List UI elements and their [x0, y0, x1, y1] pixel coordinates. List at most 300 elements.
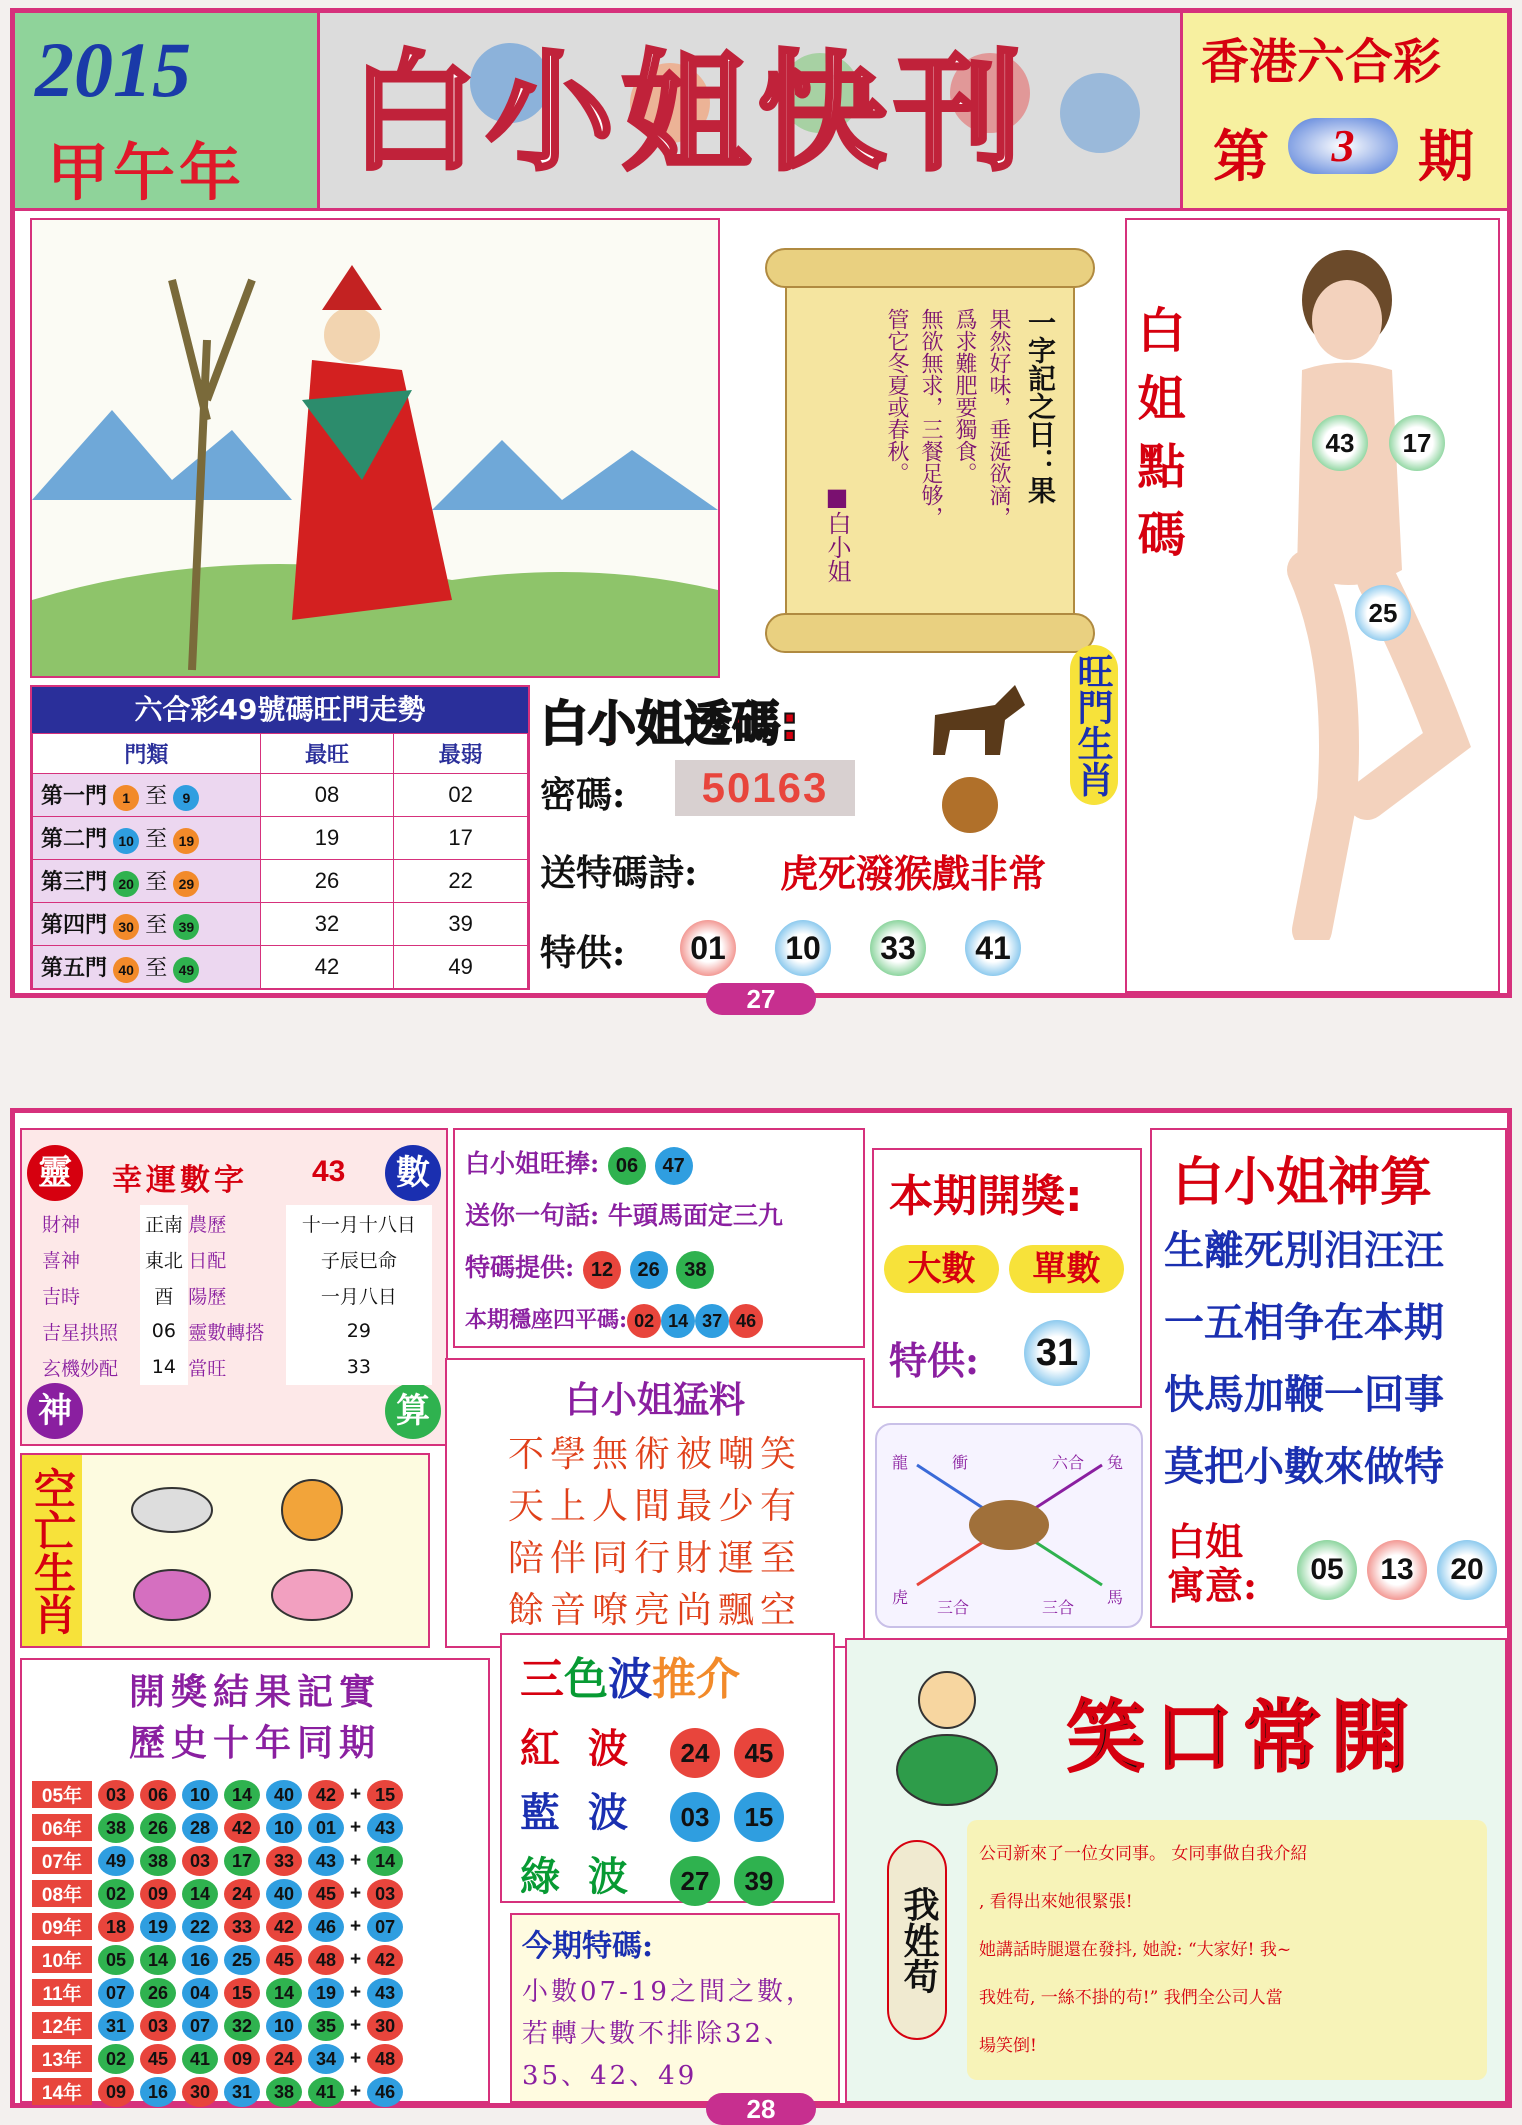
- history-rows: [22, 1778, 488, 2108]
- mengliao-line: 天上人間最少有: [507, 1486, 802, 1527]
- history-ball: 38: [140, 1846, 176, 1876]
- to-ball: 9: [173, 785, 199, 811]
- min-cell: 02: [394, 774, 528, 817]
- kaijiang-tg-label: 特供:: [889, 1338, 980, 1383]
- yu-label: 白姐寓意:: [1167, 1519, 1258, 1608]
- poem-line: 無欲無求，三餐足够，: [918, 308, 943, 528]
- door-table: [32, 733, 528, 989]
- title-panel: [320, 13, 1180, 211]
- history-special-ball: 03: [367, 1879, 403, 1909]
- history-ball: 09: [140, 1879, 176, 1909]
- to-ball: 19: [173, 828, 199, 854]
- poem-sign: ■白小姐: [823, 483, 851, 583]
- history-ball: 14: [224, 1780, 260, 1810]
- history-ball: 16: [182, 1945, 218, 1975]
- history-row: [32, 1844, 488, 1877]
- history-ball: 18: [98, 1912, 134, 1942]
- history-ball: 26: [140, 1813, 176, 1843]
- poem-heading: 一字記之日：果: [1024, 308, 1057, 504]
- cell: 06: [140, 1313, 189, 1349]
- info-line: [465, 1294, 853, 1346]
- zodiac-arrows-icon: [877, 1425, 1141, 1626]
- sanse-ball: 45: [734, 1728, 784, 1778]
- plus-sign: +: [350, 1981, 362, 2003]
- zodiac-animals-icon: [112, 1470, 412, 1635]
- history-ball: 40: [266, 1879, 302, 1909]
- sanse-ball: 03: [670, 1792, 720, 1842]
- history-ball: 30: [182, 2077, 218, 2107]
- corner-shu: 數: [385, 1145, 441, 1201]
- cell: 財神: [42, 1213, 81, 1236]
- joke-line: 公司新來了一位女同事。 女同事做自我介紹: [979, 1844, 1308, 1864]
- poem-lines: [879, 308, 1015, 528]
- history-special-ball: 46: [367, 2077, 403, 2107]
- history-ball: 14: [266, 1978, 302, 2008]
- from-ball: 30: [113, 914, 139, 940]
- history-special-ball: 42: [367, 1945, 403, 1975]
- tou-title: 白小姐透碼:: [540, 696, 800, 752]
- history-special-ball: 15: [367, 1780, 403, 1810]
- history-special-ball: 30: [367, 2011, 403, 2041]
- info-ball: 02: [627, 1304, 661, 1338]
- zodiac-label: 兔: [1107, 1453, 1124, 1472]
- history-ball: 41: [182, 2044, 218, 2074]
- poem-line: 管它冬夏或春秋。: [884, 308, 909, 484]
- history-ball: 42: [224, 1813, 260, 1843]
- joke-text: [967, 1820, 1487, 2080]
- info-line: 送你一句話: 牛頭馬面定三九: [465, 1201, 783, 1230]
- zodiac-label: 衝: [952, 1453, 969, 1472]
- mengliao-line: 餘音嘹亮尚飄空: [507, 1590, 802, 1631]
- info-ball: 37: [695, 1304, 729, 1338]
- history-ball: 02: [98, 2044, 134, 2074]
- kaijiang-box: [872, 1148, 1142, 1408]
- table-row: 第二門 10 至 19 19 17: [33, 817, 528, 860]
- sanse-label: 綠 波: [520, 1854, 628, 1900]
- zodiac-label: 龍: [892, 1453, 909, 1472]
- plus-sign: +: [350, 1915, 362, 1937]
- from-ball: 40: [113, 957, 139, 983]
- history-ball: 32: [224, 2011, 260, 2041]
- cell: 農歷: [188, 1213, 227, 1236]
- history-row: [32, 1943, 488, 1976]
- sanse-label: 藍 波: [520, 1790, 628, 1836]
- cell: 靈數轉搭: [188, 1321, 265, 1344]
- door-name: 第一門: [41, 783, 108, 808]
- issue-suffix: 期: [1418, 124, 1474, 190]
- cell: 陽歷: [188, 1285, 227, 1308]
- history-row: [32, 1877, 488, 1910]
- sanse-row: [520, 1781, 833, 1845]
- history-year: 14年: [32, 2078, 92, 2105]
- history-ball: 24: [224, 1879, 260, 1909]
- sanse-rows: [520, 1717, 833, 1909]
- shensuan-line: 快馬加鞭一回事: [1164, 1372, 1444, 1418]
- kongwang-box: [20, 1453, 430, 1648]
- side-label: 白姐點碼: [1129, 305, 1185, 577]
- shensuan-line: 一五相争在本期: [1164, 1300, 1444, 1346]
- history-ball: 19: [308, 1978, 344, 2008]
- history-ball: 46: [308, 1912, 344, 1942]
- history-ball: 45: [140, 2044, 176, 2074]
- issue-number: 3: [1288, 118, 1398, 174]
- history-ball: 10: [182, 1780, 218, 1810]
- kaijiang-title: 本期開獎:: [889, 1171, 1083, 1222]
- info-line: [465, 1138, 853, 1190]
- money-bag-mascot-icon: [887, 1660, 1007, 1810]
- door-name: 第二門: [41, 826, 108, 851]
- cell: 子辰巳命: [286, 1241, 432, 1277]
- history-year: 13年: [32, 2045, 92, 2072]
- history-ball: 03: [98, 1780, 134, 1810]
- mengliao-box: [445, 1358, 865, 1648]
- history-year: 06年: [32, 1814, 92, 1841]
- yu-ball: 05: [1297, 1540, 1357, 1600]
- table-row: 第四門 30 至 39 32 39: [33, 903, 528, 946]
- min-cell: 22: [394, 860, 528, 903]
- history-ball: 14: [182, 1879, 218, 1909]
- plus-sign: +: [350, 1948, 362, 1970]
- cell: 29: [286, 1313, 432, 1349]
- history-ball: 03: [182, 1846, 218, 1876]
- wangmen-label: 旺門生肖: [1070, 645, 1118, 805]
- history-ball: 38: [266, 2077, 302, 2107]
- info-label: 本期穩座四平碼:: [465, 1307, 628, 1333]
- kaijiang-ball: 31: [1024, 1320, 1090, 1386]
- tegong-ball: 33: [870, 920, 926, 976]
- history-ball: 45: [308, 1879, 344, 1909]
- door-name: 第五門: [41, 955, 108, 980]
- shensuan-line: 生離死別泪汪汪: [1164, 1228, 1444, 1274]
- lucky-number: 43: [312, 1155, 346, 1188]
- cell: 十一月十八日: [286, 1205, 432, 1241]
- table-row: [42, 1313, 432, 1349]
- model-panel: [1125, 218, 1500, 993]
- poem-label: 送特碼詩:: [540, 852, 698, 894]
- history-ball: 15: [224, 1978, 260, 2008]
- shensuan-lines: [1164, 1215, 1444, 1503]
- sanse-title-char: 推介: [652, 1654, 740, 1705]
- jinqi-title: 今期特碼:: [522, 1929, 654, 1964]
- year-panel: [15, 13, 320, 211]
- max-cell: 32: [260, 903, 394, 946]
- sanse-box: [500, 1633, 835, 1903]
- cell: 14: [140, 1349, 189, 1385]
- issue-prefix: 第: [1213, 124, 1269, 190]
- history-title1: 開獎結果記實: [128, 1671, 381, 1713]
- model-figure: [1217, 240, 1487, 940]
- history-ball: 17: [224, 1846, 260, 1876]
- jinqi-text: 小數07-19之間之數，若轉大數不排除32、35、42、49: [522, 1977, 815, 2091]
- history-ball: 33: [266, 1846, 302, 1876]
- info-ball: 38: [676, 1251, 714, 1289]
- shensuan-box: [1150, 1128, 1507, 1628]
- history-ball: 09: [224, 2044, 260, 2074]
- history-ball: 02: [98, 1879, 134, 1909]
- history-ball: 22: [182, 1912, 218, 1942]
- issue-panel: [1180, 13, 1507, 211]
- sanse-title-char: 三: [520, 1654, 564, 1705]
- history-ball: 41: [308, 2077, 344, 2107]
- year: 2015: [35, 26, 191, 113]
- traveler-illustration: [32, 220, 718, 676]
- history-ball: 28: [182, 1813, 218, 1843]
- jinqi-box: [510, 1913, 840, 2103]
- joke-title: 笑口常開: [1067, 1692, 1420, 1783]
- region: 香港六合彩: [1201, 34, 1442, 90]
- history-row: [32, 1976, 488, 2009]
- info-label: 白小姐旺捧:: [465, 1149, 600, 1178]
- body-ball: 17: [1389, 415, 1445, 471]
- zodiac-label: 虎: [892, 1588, 909, 1607]
- main-title: 白小姐快刊: [350, 38, 1031, 188]
- max-cell: 42: [260, 946, 394, 989]
- plus-sign: +: [350, 1882, 362, 1904]
- col-header: 最弱: [394, 734, 528, 774]
- ganzhi: 甲午年: [47, 136, 246, 209]
- corner-shen: 神: [27, 1383, 83, 1439]
- cell: 酉: [140, 1277, 189, 1313]
- sanse-label: 紅 波: [520, 1726, 628, 1772]
- min-cell: 39: [394, 903, 528, 946]
- from-ball: 10: [113, 828, 139, 854]
- history-ball: 10: [266, 1813, 302, 1843]
- history-ball: 34: [308, 2044, 344, 2074]
- mengliao-line: 不學無術被嘲笑: [507, 1434, 802, 1475]
- joke-box: [845, 1638, 1507, 2103]
- history-special-ball: 43: [367, 1813, 403, 1843]
- max-cell: 26: [260, 860, 394, 903]
- tegong-label: 特供:: [540, 932, 626, 974]
- joke-line: 我姓苟, 一絲不掛的苟!” 我們全公司人當: [979, 1988, 1283, 2008]
- yu-ball: 13: [1367, 1540, 1427, 1600]
- tegong-ball: 10: [775, 920, 831, 976]
- history-ball: 05: [98, 1945, 134, 1975]
- body-ball: 25: [1355, 585, 1411, 641]
- mengliao-lines: [447, 1429, 863, 1637]
- history-ball: 38: [98, 1813, 134, 1843]
- info-ball: 47: [655, 1147, 693, 1185]
- history-year: 07年: [32, 1847, 92, 1874]
- zodiac-label: 馬: [1107, 1588, 1124, 1607]
- from-ball: 20: [113, 871, 139, 897]
- history-ball: 40: [266, 1780, 302, 1810]
- info-line: [465, 1242, 853, 1294]
- page-27: [10, 8, 1512, 1014]
- zodiac-relations: [875, 1423, 1143, 1628]
- info-ball: 46: [729, 1304, 763, 1338]
- shensuan-line: 莫把小數來做特: [1164, 1444, 1444, 1490]
- history-row: [32, 1778, 488, 1811]
- col-header: 門類: [33, 734, 261, 774]
- cell: 玄機妙配: [42, 1357, 119, 1380]
- table-row: 第一門 1 至 9 08 02: [33, 774, 528, 817]
- info-ball: 12: [583, 1251, 621, 1289]
- cell: 吉時: [42, 1285, 81, 1308]
- history-ball: 48: [308, 1945, 344, 1975]
- info-ball: 26: [630, 1251, 668, 1289]
- plus-sign: +: [350, 2014, 362, 2036]
- history-ball: 07: [98, 1978, 134, 2008]
- sanse-title-char: 波: [608, 1654, 652, 1705]
- cell: 正南: [140, 1205, 189, 1241]
- joke-line: 她講話時腿還在發抖, 她說: “大家好! 我~: [979, 1940, 1292, 1960]
- door-title: 六合彩49號碼旺門走勢: [32, 687, 528, 733]
- history-year: 10年: [32, 1946, 92, 1973]
- min-cell: 17: [394, 817, 528, 860]
- info-ball: 14: [661, 1304, 695, 1338]
- lucky-title: 幸運數字: [112, 1163, 248, 1198]
- zodiac-label: 三合: [937, 1598, 970, 1617]
- history-ball: 49: [98, 1846, 134, 1876]
- history-row: [32, 2042, 488, 2075]
- history-ball: 04: [182, 1978, 218, 2008]
- table-row: 第三門 20 至 29 26 22: [33, 860, 528, 903]
- cell: 東北: [140, 1241, 189, 1277]
- tegong-ball: 01: [680, 920, 736, 976]
- tou-ma-section: [535, 653, 1125, 990]
- plus-sign: +: [350, 2080, 362, 2102]
- to-ball: 49: [173, 957, 199, 983]
- table-row: [42, 1277, 432, 1313]
- sanse-ball: 27: [670, 1856, 720, 1906]
- history-year: 12年: [32, 2012, 92, 2039]
- zodiac-label: 三合: [1042, 1598, 1075, 1617]
- col-header: 最旺: [260, 734, 394, 774]
- history-ball: 24: [266, 2044, 302, 2074]
- history-ball: 33: [224, 1912, 260, 1942]
- table-row: [42, 1349, 432, 1385]
- sanse-row: [520, 1717, 833, 1781]
- door-trend-table: [30, 685, 530, 990]
- corner-ling: 靈: [27, 1145, 83, 1201]
- history-ball: 06: [140, 1780, 176, 1810]
- min-cell: 49: [394, 946, 528, 989]
- history-ball: 14: [140, 1945, 176, 1975]
- corner-suan: 算: [385, 1383, 441, 1439]
- poem-scroll: [735, 233, 1115, 673]
- door-name: 第三門: [41, 869, 108, 894]
- cell: 日配: [188, 1249, 227, 1272]
- history-ball: 43: [308, 1846, 344, 1876]
- history-special-ball: 48: [367, 2044, 403, 2074]
- history-title2: 歷史十年同期: [128, 1722, 381, 1764]
- joke-side: 我姓苟: [887, 1840, 947, 2040]
- illustration: [30, 218, 720, 678]
- info-box: [453, 1128, 865, 1348]
- body-ball: 43: [1312, 415, 1368, 471]
- history-ball: 16: [140, 2077, 176, 2107]
- odd-tag: 單數: [1009, 1245, 1124, 1293]
- tou-poem: 虎死潑猴戲非常: [780, 852, 1047, 896]
- history-ball: 03: [140, 2011, 176, 2041]
- horse-monkey-icon: [915, 675, 1035, 845]
- history-ball: 09: [98, 2077, 134, 2107]
- history-special-ball: 07: [367, 1912, 403, 1942]
- plus-sign: +: [350, 1849, 362, 1871]
- lucky-table: [42, 1205, 432, 1385]
- history-special-ball: 43: [367, 1978, 403, 2008]
- mengliao-title: 白小姐猛料: [564, 1379, 745, 1421]
- big-tag: 大數: [884, 1245, 999, 1293]
- history-year: 11年: [32, 1979, 92, 2006]
- to-ball: 29: [173, 871, 199, 897]
- yu-ball: 20: [1437, 1540, 1497, 1600]
- cell: 當旺: [188, 1357, 227, 1380]
- history-ball: 42: [266, 1912, 302, 1942]
- door-name: 第四門: [41, 912, 108, 937]
- zodiac-label: 六合: [1052, 1453, 1085, 1472]
- plus-sign: +: [350, 2047, 362, 2069]
- info-label: 特碼提供:: [465, 1253, 575, 1282]
- from-ball: 1: [113, 785, 139, 811]
- cell: 吉星拱照: [42, 1321, 119, 1344]
- history-ball: 10: [266, 2011, 302, 2041]
- page-number: 28: [706, 2093, 816, 2125]
- info-ball: 06: [608, 1147, 646, 1185]
- history-box: [20, 1658, 490, 2103]
- history-ball: 01: [308, 1813, 344, 1843]
- sanse-title-char: 色: [564, 1654, 608, 1705]
- cell: 一月八日: [286, 1277, 432, 1313]
- sanse-ball: 24: [670, 1728, 720, 1778]
- plus-sign: +: [350, 1816, 362, 1838]
- shensuan-title: 白小姐神算: [1172, 1153, 1433, 1213]
- max-cell: 19: [260, 817, 394, 860]
- kongwang-label: 空亡生肖: [22, 1455, 82, 1646]
- history-ball: 19: [140, 1912, 176, 1942]
- lucky-panel: [20, 1128, 448, 1446]
- table-row: [42, 1241, 432, 1277]
- history-ball: 45: [266, 1945, 302, 1975]
- history-ball: 26: [140, 1978, 176, 2008]
- table-row: [42, 1205, 432, 1241]
- poem-line: 果然好味，垂涎欲滴，: [986, 308, 1011, 528]
- history-ball: 42: [308, 1780, 344, 1810]
- mengliao-line: 陪伴同行財運至: [507, 1538, 802, 1579]
- history-year: 05年: [32, 1781, 92, 1808]
- history-row: [32, 2075, 488, 2108]
- history-ball: 07: [182, 2011, 218, 2041]
- joke-line: , 看得出來她很緊張!: [979, 1892, 1133, 1912]
- history-row: [32, 2009, 488, 2042]
- sanse-ball: 15: [734, 1792, 784, 1842]
- history-ball: 31: [224, 2077, 260, 2107]
- max-cell: 08: [260, 774, 394, 817]
- password: 50163: [675, 760, 855, 816]
- history-year: 09年: [32, 1913, 92, 1940]
- plus-sign: +: [350, 1783, 362, 1805]
- history-row: [32, 1811, 488, 1844]
- page-number: 27: [706, 983, 816, 1015]
- tegong-ball: 41: [965, 920, 1021, 976]
- history-ball: 35: [308, 2011, 344, 2041]
- sanse-ball: 39: [734, 1856, 784, 1906]
- history-year: 08年: [32, 1880, 92, 1907]
- poem-line: 爲求難肥要獨食。: [952, 308, 977, 484]
- pw-label: 密碼:: [540, 774, 626, 816]
- to-ball: 39: [173, 914, 199, 940]
- history-ball: 31: [98, 2011, 134, 2041]
- cell: 33: [286, 1349, 432, 1385]
- history-ball: 25: [224, 1945, 260, 1975]
- history-row: [32, 1910, 488, 1943]
- sanse-title: [520, 1643, 833, 1707]
- cell: 喜神: [42, 1249, 81, 1272]
- table-row: 第五門 40 至 49 42 49: [33, 946, 528, 989]
- sanse-row: [520, 1845, 833, 1909]
- page-28: [10, 1108, 1512, 2124]
